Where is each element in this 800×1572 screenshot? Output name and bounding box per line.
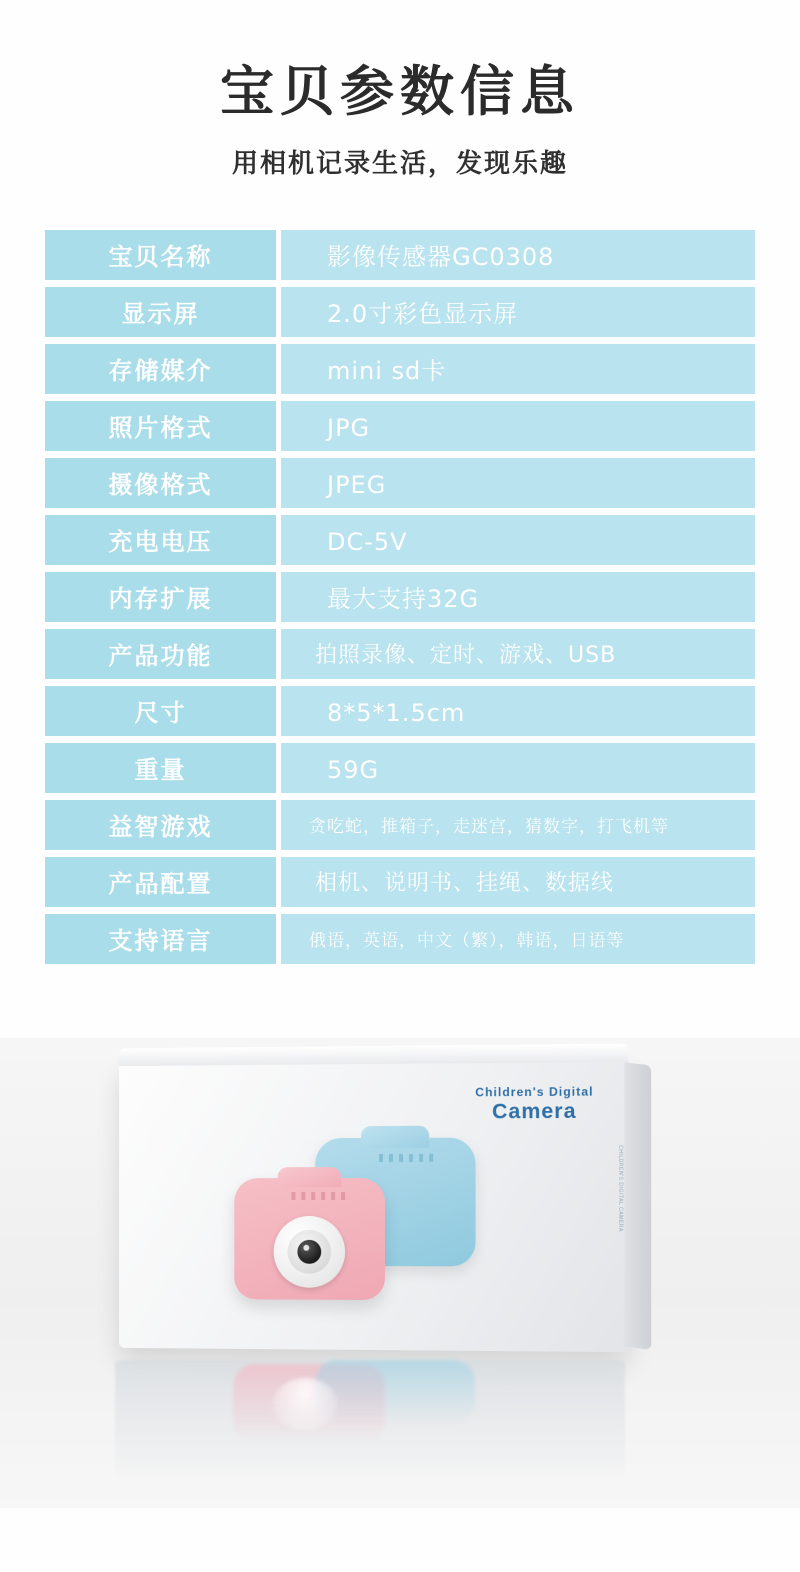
spec-value: 最大支持32G <box>279 570 757 624</box>
table-row <box>43 798 757 852</box>
camera-lens <box>274 1216 345 1288</box>
page-subtitle: 用相机记录生活，发现乐趣 <box>231 149 568 180</box>
spec-label: 支持语言 <box>43 912 279 966</box>
spec-value: 59G <box>279 741 757 795</box>
spec-value: 拍照录像、定时、游戏、USB <box>279 627 757 681</box>
spec-label: 产品配置 <box>43 855 279 909</box>
spec-label: 照片格式 <box>43 399 279 453</box>
spec-value: 贪吃蛇，推箱子，走迷宫，猜数字，打飞机等 <box>279 798 757 852</box>
blue-camera-reflection <box>315 1360 475 1424</box>
table-row <box>43 912 757 966</box>
table-row <box>43 399 757 453</box>
spec-label: 尺寸 <box>43 684 279 738</box>
package-brand-big: Camera <box>492 1100 577 1124</box>
package-brand-small: Children's Digital <box>475 1084 594 1100</box>
table-row <box>43 228 757 282</box>
spec-value: DC-5V <box>279 513 757 567</box>
spec-label: 产品功能 <box>43 627 279 681</box>
camera-lens-glass <box>297 1240 321 1264</box>
table-row <box>43 855 757 909</box>
spec-value: 2.0寸彩色显示屏 <box>279 285 757 339</box>
table-row <box>43 285 757 339</box>
spec-label: 存储媒介 <box>43 342 279 396</box>
spec-value: 8*5*1.5cm <box>279 684 757 738</box>
spec-value: JPG <box>279 399 757 453</box>
package-reflection <box>115 1360 625 1480</box>
pink-camera-image <box>234 1178 385 1300</box>
camera-lens-ring <box>288 1230 332 1274</box>
spec-label: 充电电压 <box>43 513 279 567</box>
spec-label: 摄像格式 <box>43 456 279 510</box>
spec-label: 显示屏 <box>43 285 279 339</box>
table-row <box>43 627 757 681</box>
package-brand <box>475 1085 593 1125</box>
table-row <box>43 342 757 396</box>
camera-lens-glint <box>303 1245 309 1251</box>
package-box-top <box>119 1044 628 1066</box>
page-header <box>0 0 800 180</box>
spec-value: JPEG <box>279 456 757 510</box>
spec-label: 益智游戏 <box>43 798 279 852</box>
package-side-text: CHILDREN'S DIGITAL CAMERA <box>617 1145 624 1233</box>
package-box-side <box>624 1063 651 1351</box>
spec-label: 宝贝名称 <box>43 228 279 282</box>
spec-label: 内存扩展 <box>43 570 279 624</box>
spec-value: 影像传感器GC0308 <box>279 228 757 282</box>
product-photo <box>0 1038 800 1508</box>
package-box <box>119 1058 628 1352</box>
table-row <box>43 741 757 795</box>
table-row <box>43 684 757 738</box>
spec-value: mini sd卡 <box>279 342 757 396</box>
table-row <box>43 456 757 510</box>
table-row <box>43 513 757 567</box>
page-title: 宝贝参数信息 <box>220 60 580 123</box>
blue-camera-grille-icon <box>379 1154 437 1162</box>
spec-value: 俄语，英语，中文（繁），韩语，日语等 <box>279 912 757 966</box>
table-row <box>43 570 757 624</box>
spec-label: 重量 <box>43 741 279 795</box>
pink-camera-grille-icon <box>291 1192 345 1200</box>
spec-table <box>43 228 757 966</box>
spec-value: 相机、说明书、挂绳、数据线 <box>279 855 757 909</box>
